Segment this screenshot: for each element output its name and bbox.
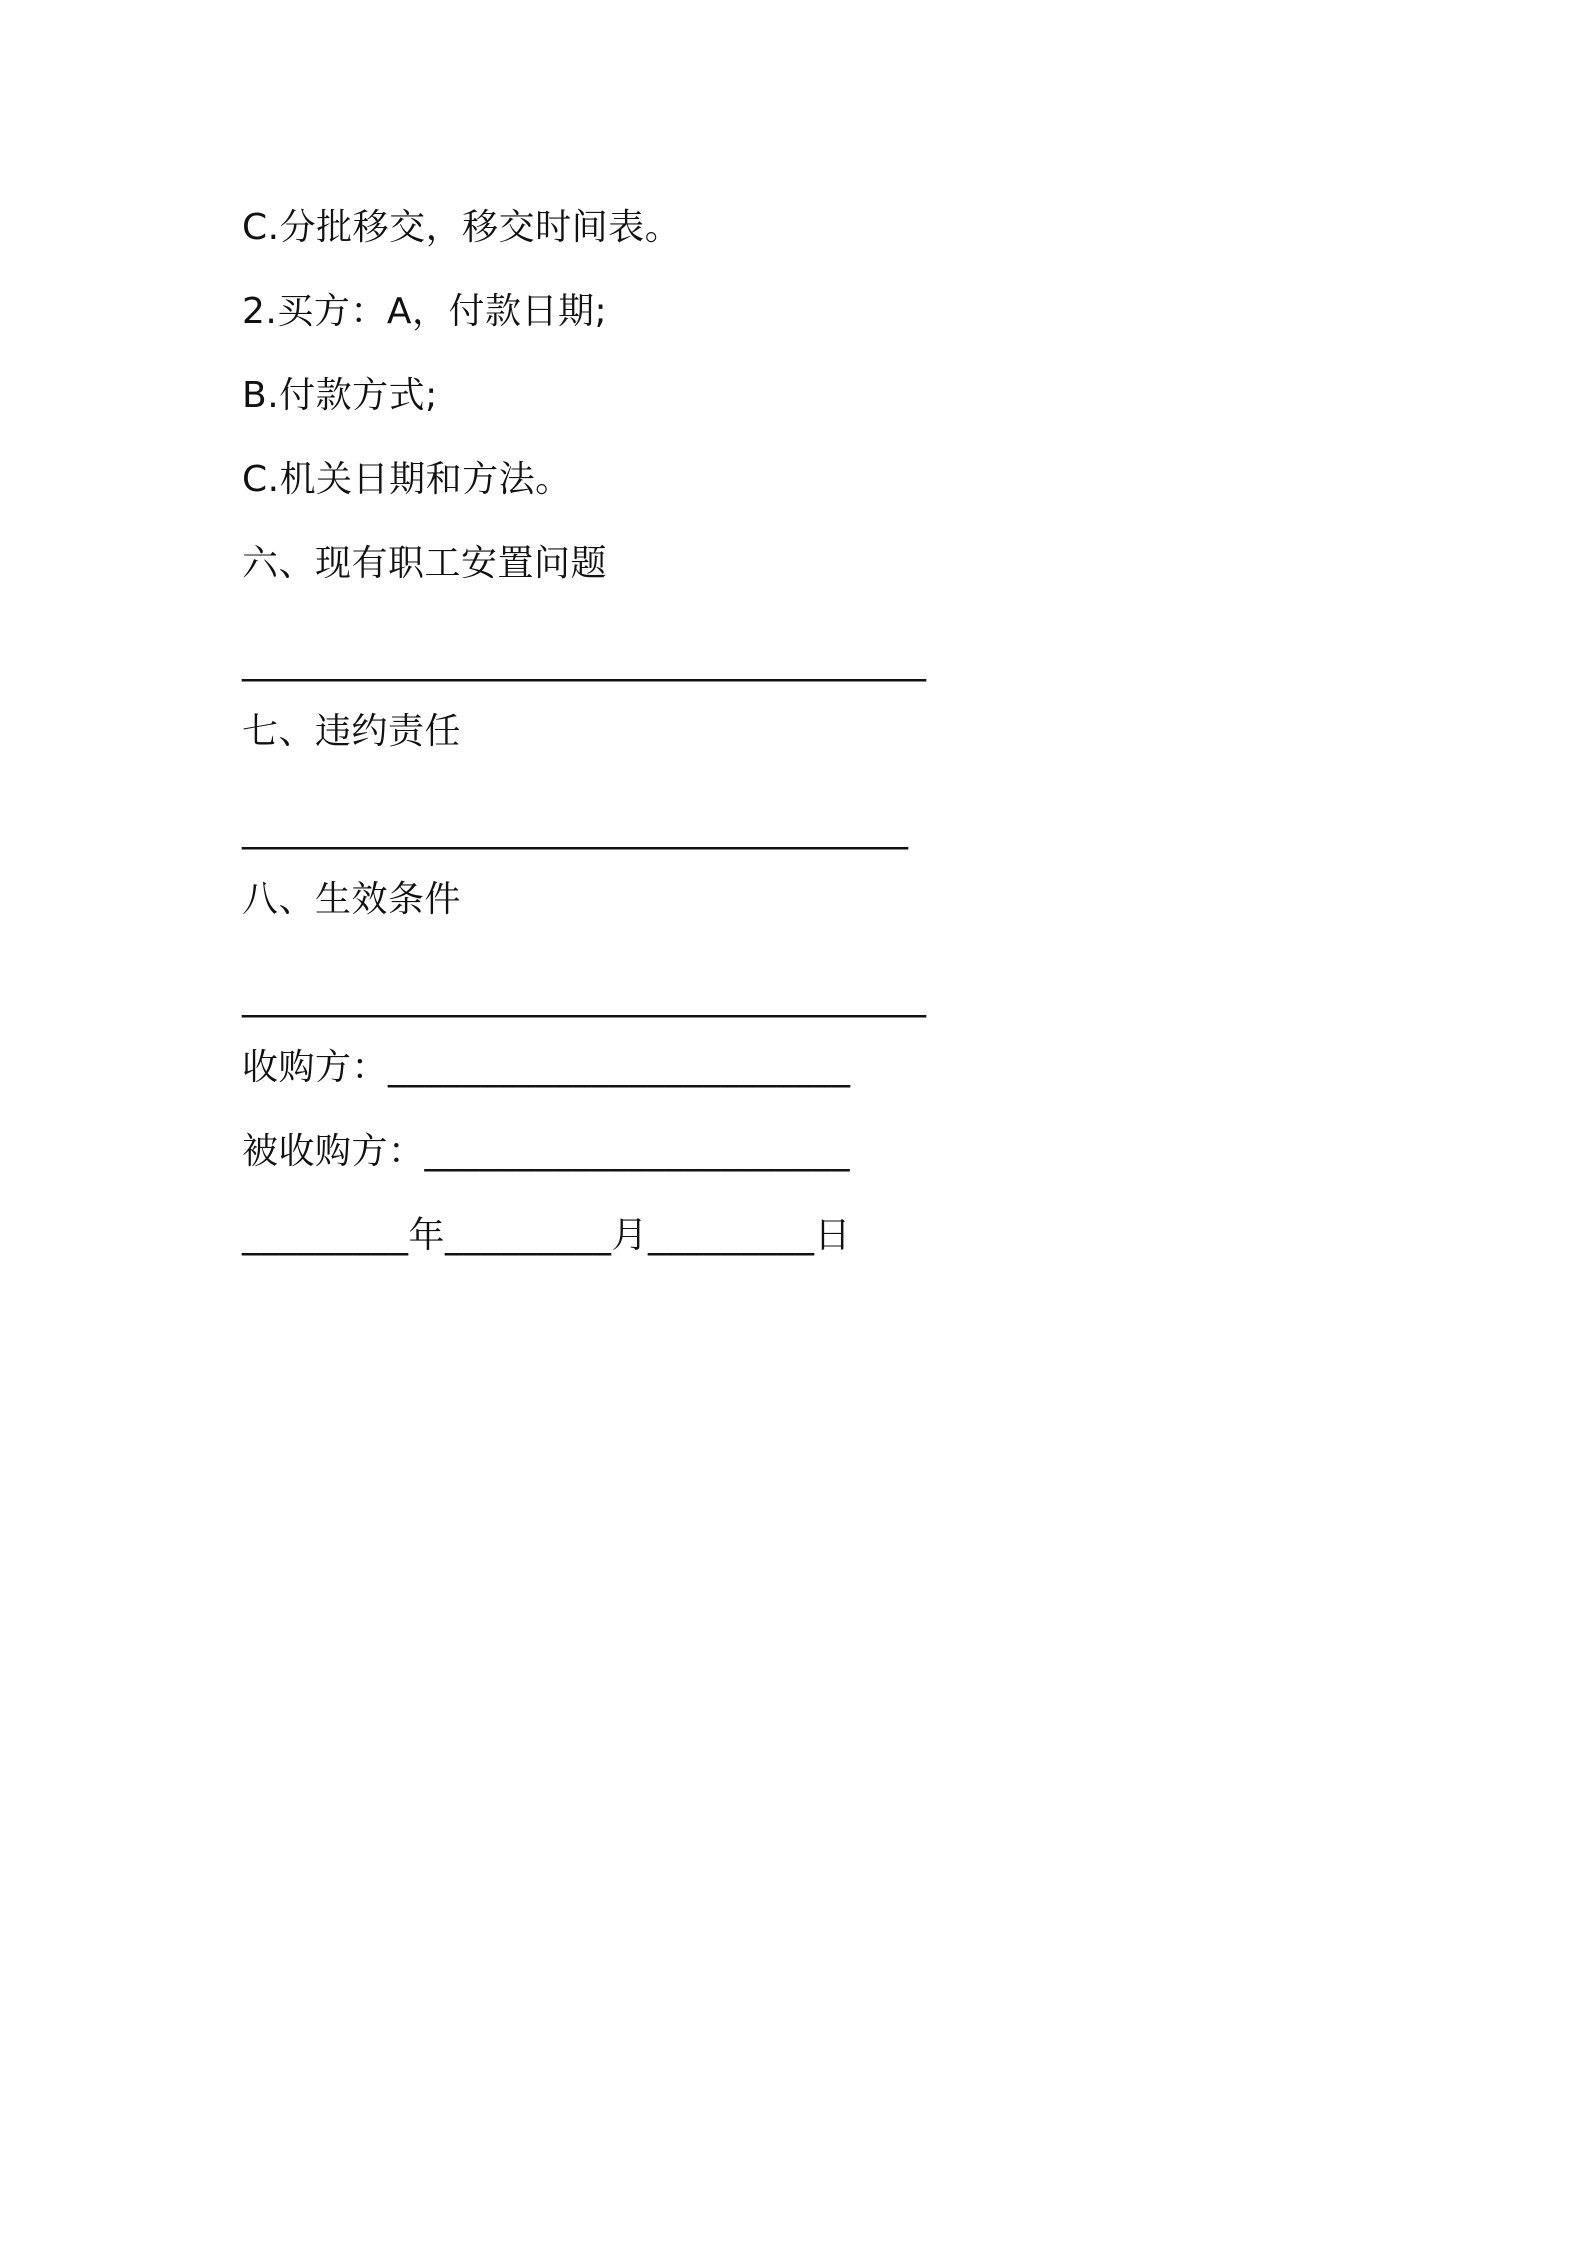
transfer-schedule-line: C.分批移交，移交时间表。 (242, 207, 682, 248)
payment-method-line: B.付款方式; (242, 375, 438, 416)
blank-line-employee-placement: ______________________________________ (242, 641, 926, 682)
acquiree-signature-line: 被收购方：_______________________ (242, 1131, 851, 1172)
buyer-payment-date-line: 2.买方：A，付款日期; (242, 291, 608, 332)
date-method-line: C.机关日期和方法。 (242, 459, 572, 500)
acquirer-signature-line: 收购方：_________________________ (242, 1047, 851, 1088)
section-heading-breach-liability: 七、违约责任 (242, 711, 462, 752)
section-heading-effective-conditions: 八、生效条件 (242, 879, 462, 920)
section-heading-employee-placement: 六、现有职工安置问题 (242, 543, 608, 584)
blank-line-effective-conditions: ______________________________________ (242, 977, 926, 1018)
date-line: _________年_________月_________日 (242, 1215, 851, 1256)
blank-line-breach-liability: _____________________________________ (242, 809, 908, 850)
